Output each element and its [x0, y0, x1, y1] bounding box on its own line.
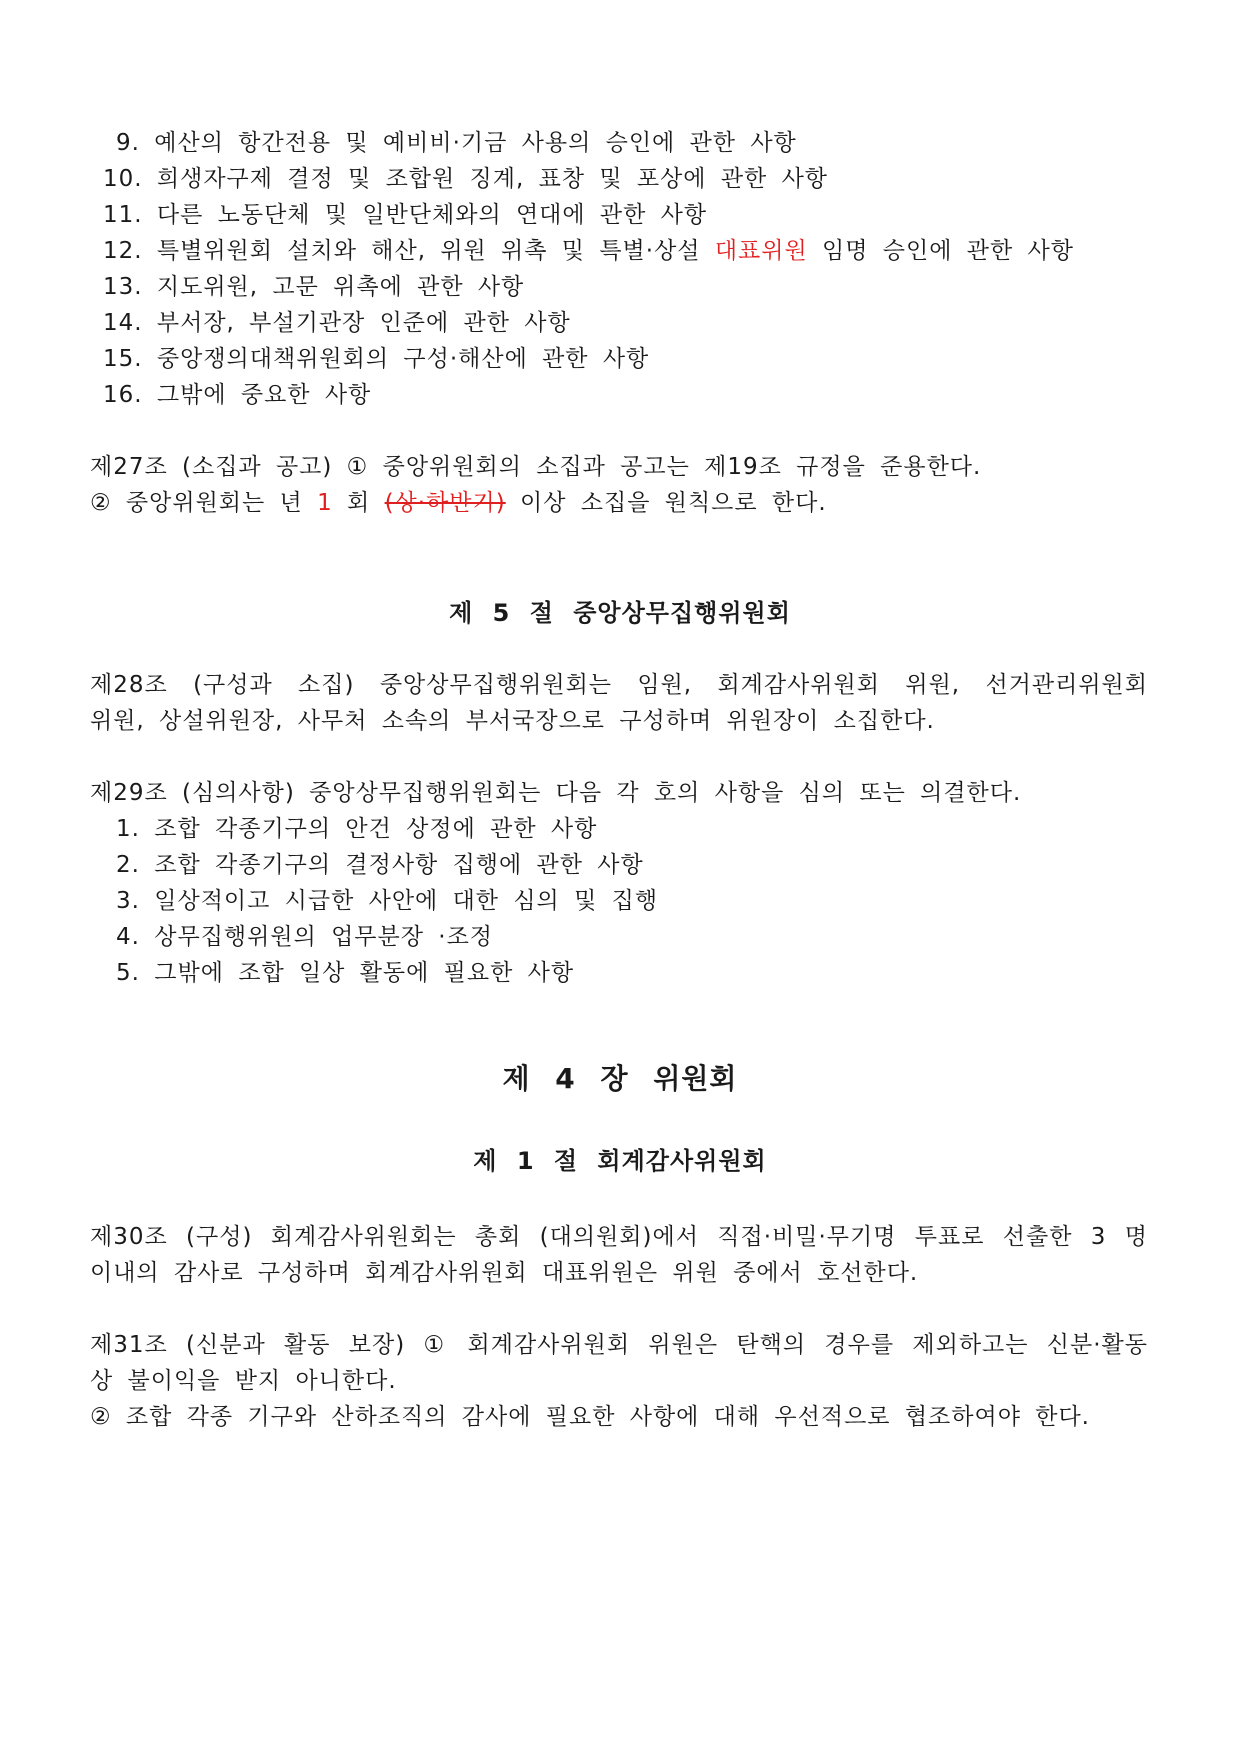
section-heading: 제 5 절 중앙상무집행위원회: [449, 599, 791, 627]
list-item: [103, 236, 1074, 266]
list-item-text: 12. 특별위원회 설치와 해산, 위원 위촉 및 특별·상설: [103, 238, 715, 264]
article-text: 회: [332, 490, 385, 516]
struck-text: (상·하반기): [384, 490, 506, 516]
article-30-line-2: 이내의 감사로 구성하며 회계감사위원회 대표위원은 위원 중에서 호선한다.: [90, 1260, 919, 1286]
article-28-line-1: 제28조 (구성과 소집) 중앙상무집행위원회는 임원, 회계감사위원회 위원, 선거관리위원회: [90, 672, 1148, 698]
list-item: 11. 다른 노동단체 및 일반단체와의 연대에 관한 사항: [103, 202, 708, 228]
article-29-intro: 제29조 (심의사항) 중앙상무집행위원회는 다음 각 호의 사항을 심의 또는 의결한다.: [90, 780, 1022, 806]
highlighted-number: 1: [317, 490, 333, 516]
list-item-text: 임명 승인에 관한 사항: [807, 238, 1074, 264]
list-item: 14. 부서장, 부설기관장 인준에 관한 사항: [103, 310, 571, 336]
article-text: ② 중앙위원회는 년: [90, 490, 318, 516]
list-item: 9. 예산의 항간전용 및 예비비·기금 사용의 승인에 관한 사항: [116, 130, 797, 156]
list-item: 16. 그밖에 중요한 사항: [103, 382, 372, 408]
article-31-line-1: 제31조 (신분과 활동 보장) ① 회계감사위원회 위원은 탄핵의 경우를 제외하고는 신분·활동: [90, 1332, 1148, 1358]
article-31-line-3: ② 조합 각종 기구와 산하조직의 감사에 필요한 사항에 대해 우선적으로 협조하여야 한다.: [90, 1404, 1090, 1430]
list-item: 1. 조합 각종기구의 안건 상정에 관한 사항: [116, 816, 598, 842]
article-27-line-2: [90, 488, 827, 518]
list-item: 10. 희생자구제 결정 및 조합원 징계, 표창 및 포상에 관한 사항: [103, 166, 829, 192]
chapter-heading: 제 4 장 위원회: [502, 1062, 738, 1095]
list-item: 15. 중앙쟁의대책위원회의 구성·해산에 관한 사항: [103, 346, 650, 372]
list-item: 4. 상무집행위원의 업무분장 ·조정: [116, 924, 494, 950]
article-28-line-2: 위원, 상설위원장, 사무처 소속의 부서국장으로 구성하며 위원장이 소집한다.: [90, 708, 935, 734]
list-item: 3. 일상적이고 시급한 사안에 대한 심의 및 집행: [116, 888, 659, 914]
list-item: 2. 조합 각종기구의 결정사항 집행에 관한 사항: [116, 852, 644, 878]
article-31-line-2: 상 불이익을 받지 아니한다.: [90, 1368, 397, 1394]
list-item: 13. 지도위원, 고문 위촉에 관한 사항: [103, 274, 525, 300]
highlighted-text: 대표위원: [714, 238, 808, 264]
article-text: 이상 소집을 원칙으로 한다.: [505, 490, 827, 516]
article-30-line-1: 제30조 (구성) 회계감사위원회는 총회 (대의원회)에서 직접·비밀·무기명 투표로 선출한 3 명: [90, 1224, 1148, 1250]
list-item: 5. 그밖에 조합 일상 활동에 필요한 사항: [116, 960, 575, 986]
article-27-line-1: 제27조 (소집과 공고) ① 중앙위원회의 소집과 공고는 제19조 규정을 준용한다.: [90, 454, 982, 480]
section-heading: 제 1 절 회계감사위원회: [473, 1147, 767, 1175]
